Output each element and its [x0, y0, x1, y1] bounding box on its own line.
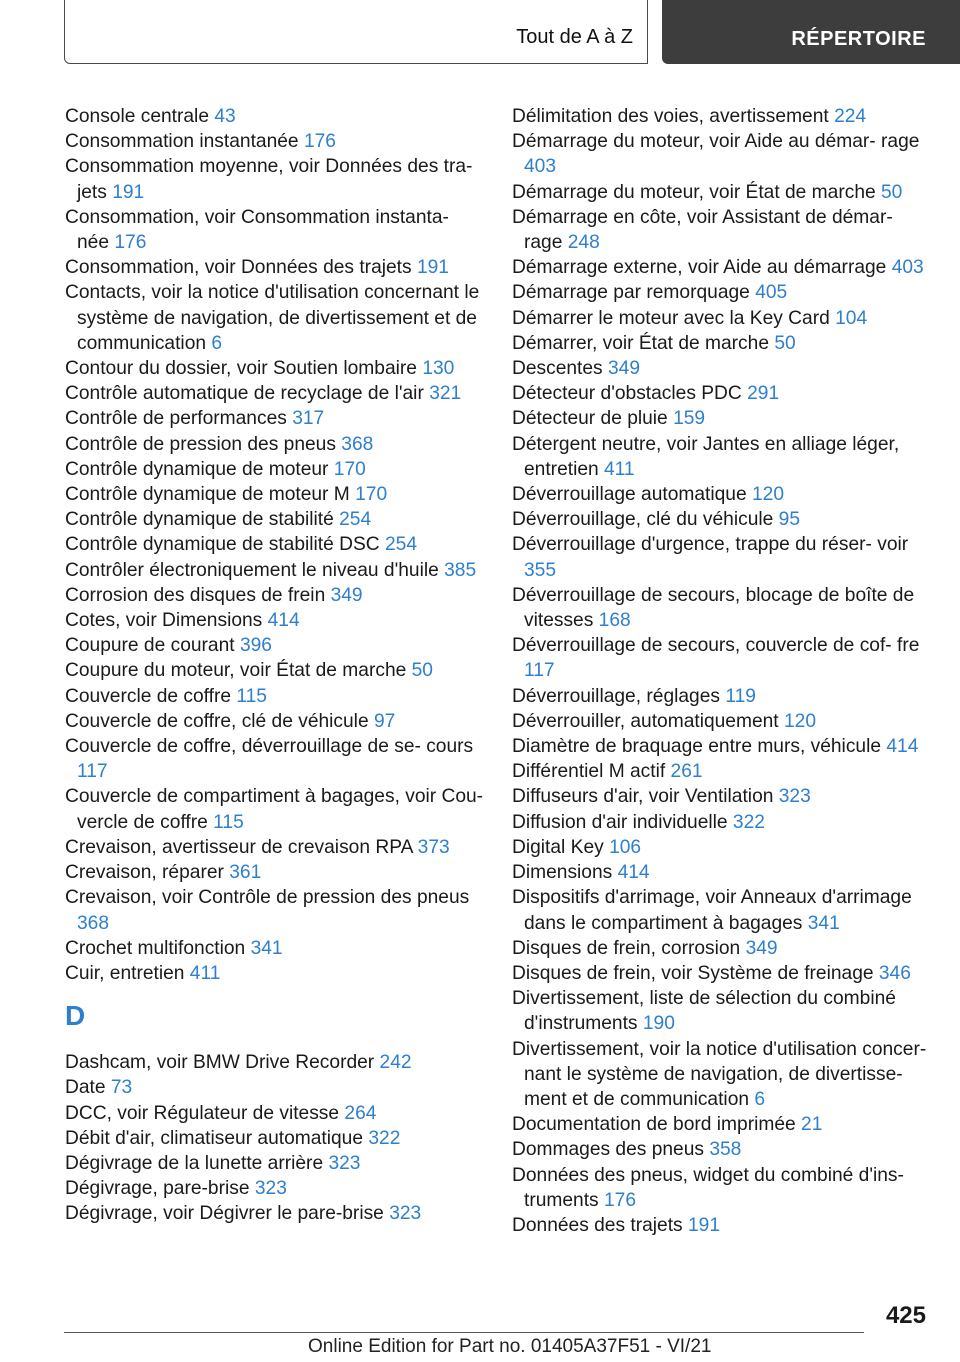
- page-reference-link[interactable]: 106: [609, 836, 642, 858]
- index-entry: [512, 1137, 932, 1162]
- page-reference-link[interactable]: 254: [384, 534, 417, 556]
- index-entry-text: Contrôle de performances: [65, 408, 287, 430]
- index-entry-text: Couvercle de coffre, clé de véhicule: [65, 710, 369, 732]
- index-entry: [65, 432, 485, 457]
- section-title: Tout de A à Z: [516, 26, 633, 48]
- index-entry-text: Divertissement, voir la notice d'utilisation concer‐ nant le système de navigation, de divertisse‐ ment et de communication: [512, 1038, 927, 1110]
- index-entry-text: Déverrouillage de secours, blocage de boîte de vitesses: [512, 584, 915, 632]
- page-reference-link[interactable]: 414: [267, 610, 300, 632]
- page-reference-link[interactable]: 170: [333, 458, 366, 480]
- index-entry-text: Dégivrage, pare-brise: [65, 1178, 250, 1200]
- index-entry-text: Différentiel M actif: [512, 761, 666, 783]
- page-reference-link[interactable]: 323: [778, 786, 811, 808]
- index-entry-text: Dégivrage de la lunette arrière: [65, 1152, 324, 1174]
- index-entry: [512, 1037, 932, 1113]
- index-entry-text: Démarrer, voir État de marche: [512, 332, 769, 354]
- page-reference-link[interactable]: 261: [670, 761, 703, 783]
- index-entry-text: Coupure de courant: [65, 635, 235, 657]
- page-reference-link[interactable]: 73: [110, 1077, 133, 1099]
- index-entry: [512, 280, 932, 305]
- index-entry-text: Divertissement, liste de sélection du combiné d'instruments: [512, 988, 896, 1035]
- page-reference-link[interactable]: 176: [303, 131, 336, 153]
- page-reference-link[interactable]: 323: [254, 1178, 287, 1200]
- section-tab-label: RÉPERTOIRE: [791, 28, 926, 50]
- header-tab[interactable]: [662, 0, 960, 64]
- index-entry: [65, 205, 485, 255]
- page-reference-link[interactable]: 368: [341, 433, 374, 455]
- page-reference-link[interactable]: 170: [355, 484, 388, 506]
- index-entry-text: Démarrage du moteur, voir Aide au démar‐ rage: [512, 131, 920, 153]
- index-entry-text: Corrosion des disques de frein: [65, 584, 326, 606]
- page-reference-link[interactable]: 341: [807, 912, 840, 934]
- page-reference-link[interactable]: 321: [429, 383, 462, 405]
- page-reference-link[interactable]: 248: [567, 232, 600, 254]
- page-reference-link[interactable]: 130: [422, 358, 455, 380]
- index-entry: [65, 381, 485, 406]
- index-list-c: [65, 104, 485, 986]
- page-reference-link[interactable]: 191: [688, 1214, 721, 1236]
- index-entry: [512, 709, 932, 734]
- index-entry: [512, 860, 932, 885]
- index-entry: [65, 1201, 485, 1226]
- index-entry-text: Coupure du moteur, voir État de marche: [65, 660, 407, 682]
- index-entry: [512, 1213, 932, 1238]
- index-entry-text: Diffuseurs d'air, voir Ventilation: [512, 786, 774, 808]
- index-entry: [65, 784, 485, 834]
- page-reference-link[interactable]: 50: [411, 660, 433, 682]
- page-reference-link[interactable]: 322: [368, 1127, 401, 1149]
- index-entry: [512, 507, 932, 532]
- index-entry-text: Couvercle de coffre: [65, 685, 232, 707]
- index-entry: [512, 1112, 932, 1137]
- index-entry-text: Contrôle dynamique de moteur M: [65, 484, 350, 506]
- index-column-right: [512, 104, 932, 1238]
- page-reference-link[interactable]: 349: [745, 937, 778, 959]
- page-reference-link[interactable]: 190: [642, 1013, 675, 1035]
- page-reference-link[interactable]: 355: [524, 559, 557, 581]
- page-reference-link[interactable]: 50: [774, 332, 796, 354]
- index-entry: [512, 986, 932, 1036]
- index-entry-text: Date: [65, 1077, 106, 1099]
- index-entry: [512, 255, 932, 280]
- page-reference-link[interactable]: 120: [752, 484, 785, 506]
- page-reference-link[interactable]: 361: [229, 862, 262, 884]
- page-reference-link[interactable]: 176: [114, 232, 147, 254]
- page-reference-link[interactable]: 115: [236, 685, 267, 707]
- index-entry: [65, 280, 485, 356]
- index-entry: [65, 860, 485, 885]
- page-reference-link[interactable]: 242: [379, 1052, 412, 1074]
- page-reference-link[interactable]: 414: [617, 862, 650, 884]
- index-entry-text: Déverrouiller, automatiquement: [512, 710, 779, 732]
- index-entry: [65, 1176, 485, 1201]
- index-entry: [512, 482, 932, 507]
- page-reference-link[interactable]: 264: [344, 1102, 377, 1124]
- index-entry-text: Crevaison, voir Contrôle de pression des pneus: [65, 887, 470, 909]
- page-reference-link[interactable]: 117: [524, 660, 555, 682]
- index-entry-text: Crevaison, réparer: [65, 862, 224, 884]
- page-reference-link[interactable]: 120: [783, 710, 816, 732]
- page-reference-link[interactable]: 405: [755, 282, 788, 304]
- page-reference-link[interactable]: 317: [292, 408, 325, 430]
- page-reference-link[interactable]: 21: [801, 1114, 823, 1136]
- page-reference-link[interactable]: 403: [891, 257, 924, 279]
- index-entry: [512, 885, 932, 935]
- index-entry-text: Dommages des pneus: [512, 1139, 704, 1161]
- index-list-d-continued: [512, 104, 932, 1238]
- index-entry-text: DCC, voir Régulateur de vitesse: [65, 1102, 340, 1124]
- page-reference-link[interactable]: 6: [754, 1088, 766, 1110]
- index-entry: [512, 381, 932, 406]
- page-reference-link[interactable]: 323: [328, 1152, 361, 1174]
- page-reference-link[interactable]: 191: [416, 257, 449, 279]
- index-entry-text: Démarrage par remorquage: [512, 282, 750, 304]
- index-entry: [512, 734, 932, 759]
- page-reference-link[interactable]: 50: [881, 181, 903, 203]
- index-entry-text: Contrôle dynamique de stabilité: [65, 509, 334, 531]
- page-number: 425: [885, 1302, 926, 1329]
- index-entry-text: Données des pneus, widget du combiné d'ins‐ truments: [512, 1164, 904, 1211]
- index-entry: [65, 104, 485, 129]
- index-entry-text: Diamètre de braquage entre murs, véhicule: [512, 736, 882, 758]
- index-entry: [65, 961, 485, 986]
- index-entry-text: Détecteur de pluie: [512, 408, 668, 430]
- page-reference-link[interactable]: 95: [778, 509, 800, 531]
- index-entry: [65, 583, 485, 608]
- page-reference-link[interactable]: 97: [373, 710, 396, 732]
- index-entry-text: Documentation de bord imprimée: [512, 1114, 796, 1136]
- page-reference-link[interactable]: 322: [732, 811, 765, 833]
- index-entry: [512, 784, 932, 809]
- index-entry: [65, 1075, 485, 1100]
- index-entry: [512, 583, 932, 633]
- page-reference-link[interactable]: 159: [673, 408, 706, 430]
- index-entry: [512, 532, 932, 582]
- index-entry: [65, 936, 485, 961]
- index-entry: [65, 1126, 485, 1151]
- page-reference-link[interactable]: 117: [77, 761, 108, 783]
- index-entry-text: Contrôle dynamique de stabilité DSC: [65, 534, 380, 556]
- index-entry-text: Contour du dossier, voir Soutien lombaire: [65, 358, 417, 380]
- index-entry-text: Couvercle de compartiment à bagages, voir Cou‐ vercle de coffre: [65, 786, 484, 833]
- index-entry-text: Contacts, voir la notice d'utilisation concernant le système de navigation, de divertissement et de communication: [65, 282, 480, 354]
- index-entry: [65, 1101, 485, 1126]
- index-entry: [512, 331, 932, 356]
- index-entry-text: Dashcam, voir BMW Drive Recorder: [65, 1052, 375, 1074]
- index-entry: [65, 154, 485, 204]
- page-reference-link[interactable]: 176: [604, 1189, 637, 1211]
- page-reference-link[interactable]: 43: [214, 106, 236, 127]
- index-entry: [65, 406, 485, 431]
- index-entry: [512, 406, 932, 431]
- index-entry: [65, 457, 485, 482]
- index-entry: [512, 104, 932, 129]
- page-reference-link[interactable]: 224: [834, 106, 867, 127]
- index-entry-text: Débit d'air, climatiseur automatique: [65, 1127, 364, 1149]
- index-column-left: [65, 104, 485, 1227]
- index-entry: [512, 356, 932, 381]
- index-entry: [512, 684, 932, 709]
- index-entry-text: Contrôle automatique de recyclage de l'air: [65, 383, 424, 405]
- index-entry-text: Détecteur d'obstacles PDC: [512, 383, 742, 405]
- index-entry: [512, 936, 932, 961]
- page-reference-link[interactable]: 119: [725, 685, 756, 707]
- index-entry-text: Descentes: [512, 358, 603, 380]
- index-entry: [65, 658, 485, 683]
- index-entry-text: Dimensions: [512, 862, 613, 884]
- index-entry: [512, 961, 932, 986]
- index-entry-text: Consommation, voir Données des trajets: [65, 257, 412, 279]
- index-entry: [512, 432, 932, 482]
- page-reference-link[interactable]: 323: [389, 1203, 422, 1225]
- index-entry: [512, 835, 932, 860]
- page-reference-link[interactable]: 385: [444, 559, 477, 581]
- index-entry-text: Déverrouillage, clé du véhicule: [512, 509, 774, 531]
- page-reference-link[interactable]: 6: [211, 332, 223, 354]
- footer-edition: Online Edition for Part no. 01405A37F51 - VI/21: [308, 1336, 712, 1357]
- header-section-box: [64, 0, 648, 64]
- index-entry-text: Détergent neutre, voir Jantes en alliage léger, entretien: [512, 433, 900, 480]
- index-entry-text: Dispositifs d'arrimage, voir Anneaux d'arrimage dans le compartiment à bagages: [512, 887, 912, 934]
- page-reference-link[interactable]: 411: [189, 962, 221, 984]
- index-entry: [512, 180, 932, 205]
- page-reference-link[interactable]: 358: [709, 1139, 742, 1161]
- index-entry: [65, 129, 485, 154]
- index-entry-text: Données des trajets: [512, 1214, 683, 1236]
- index-entry: [65, 255, 485, 280]
- index-entry-text: Consommation, voir Consommation instanta‐ née: [65, 206, 449, 254]
- index-entry-text: Déverrouillage, réglages: [512, 685, 720, 707]
- index-entry-text: Démarrage externe, voir Aide au démarrage: [512, 257, 887, 279]
- index-entry-text: Disques de frein, voir Système de freinage: [512, 962, 874, 984]
- index-entry: [512, 759, 932, 784]
- index-entry-text: Contrôle de pression des pneus: [65, 433, 336, 455]
- index-entry-text: Cuir, entretien: [65, 962, 185, 984]
- index-entry: [65, 608, 485, 633]
- page-reference-link[interactable]: 349: [608, 358, 641, 380]
- page-reference-link[interactable]: 291: [747, 383, 780, 405]
- page-reference-link[interactable]: 191: [112, 181, 145, 203]
- page-reference-link[interactable]: 414: [886, 736, 919, 758]
- page-reference-link[interactable]: 411: [604, 458, 635, 480]
- index-entry-text: Digital Key: [512, 836, 604, 858]
- page-reference-link[interactable]: 346: [878, 962, 911, 984]
- index-entry: [65, 885, 485, 935]
- index-entry: [65, 356, 485, 381]
- index-entry: [512, 129, 932, 179]
- index-entry: [65, 558, 485, 583]
- page-reference-link[interactable]: 368: [77, 912, 110, 934]
- index-entry: [65, 1050, 485, 1075]
- index-entry-text: Consommation instantanée: [65, 131, 299, 153]
- section-letter: D: [65, 1000, 86, 1032]
- page-reference-link[interactable]: 396: [239, 635, 272, 657]
- index-entry-text: Disques de frein, corrosion: [512, 937, 741, 959]
- index-entry-text: Dégivrage, voir Dégivrer le pare-brise: [65, 1203, 384, 1225]
- index-entry: [512, 633, 932, 683]
- index-entry: [65, 532, 485, 557]
- index-entry-text: Contrôle dynamique de moteur: [65, 458, 329, 480]
- index-entry: [65, 633, 485, 658]
- index-entry-text: Cotes, voir Dimensions: [65, 610, 263, 632]
- index-entry: [65, 709, 485, 734]
- index-entry-text: Console centrale: [65, 106, 209, 127]
- index-entry: [65, 684, 485, 709]
- page-reference-link[interactable]: 168: [598, 610, 631, 632]
- index-entry: [65, 482, 485, 507]
- page-reference-link[interactable]: 341: [250, 937, 283, 959]
- index-entry-text: Démarrage du moteur, voir État de marche: [512, 181, 876, 203]
- index-entry-text: Contrôler électroniquement le niveau d'huile: [65, 559, 439, 581]
- index-entry: [65, 734, 485, 784]
- index-entry-text: Déverrouillage de secours, couvercle de cof‐ fre: [512, 635, 920, 657]
- index-entry-text: Diffusion d'air individuelle: [512, 811, 728, 833]
- index-entry: [512, 205, 932, 255]
- index-entry-text: Consommation moyenne, voir Données des tra‐ jets: [65, 156, 473, 203]
- page-reference-link[interactable]: 104: [835, 307, 868, 329]
- index-entry: [65, 835, 485, 860]
- index-entry: [65, 507, 485, 532]
- index-entry-text: Crochet multifonction: [65, 937, 246, 959]
- page-reference-link[interactable]: 115: [213, 811, 244, 833]
- index-entry-text: Délimitation des voies, avertissement: [512, 106, 829, 127]
- index-entry: [512, 306, 932, 331]
- index-entry-text: Déverrouillage d'urgence, trappe du réser‐ voir: [512, 534, 909, 556]
- index-entry: [65, 1151, 485, 1176]
- index-entry: [512, 810, 932, 835]
- index-entry-text: Démarrer le moteur avec la Key Card: [512, 307, 830, 329]
- page-reference-link[interactable]: 349: [330, 584, 363, 606]
- footer-divider: [64, 1332, 864, 1333]
- page-reference-link[interactable]: 254: [339, 509, 372, 531]
- page-reference-link[interactable]: 403: [524, 156, 557, 178]
- index-entry-text: Démarrage en côte, voir Assistant de démar‐ rage: [512, 206, 893, 254]
- index-entry-text: Couvercle de coffre, déverrouillage de se‐ cours: [65, 736, 474, 758]
- index-entry: [512, 1163, 932, 1213]
- page-reference-link[interactable]: 373: [417, 836, 450, 858]
- index-entry-text: Crevaison, avertisseur de crevaison RPA: [65, 836, 413, 858]
- index-entry-text: Déverrouillage automatique: [512, 484, 747, 506]
- index-list-d: [65, 1050, 485, 1226]
